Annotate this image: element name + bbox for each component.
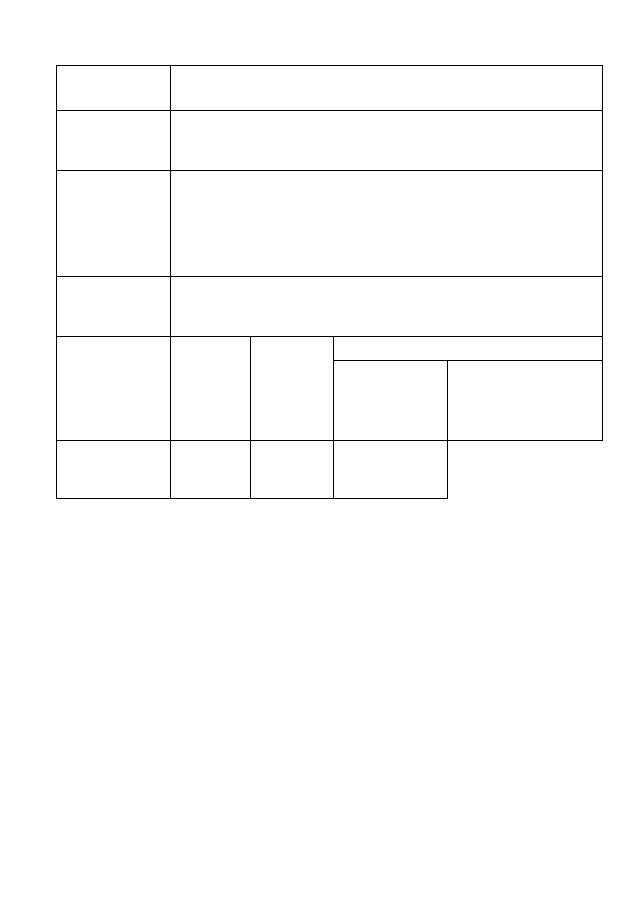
summary-grants (334, 441, 448, 499)
funding-label (57, 337, 171, 441)
stages-label (57, 277, 171, 337)
participants-value (171, 66, 603, 111)
summary-year (57, 441, 171, 499)
summary-budget (251, 441, 334, 499)
stages-value (171, 277, 603, 337)
row-participants (57, 66, 603, 111)
goal-value (171, 111, 603, 171)
col-year-header (171, 337, 251, 441)
participants-label (57, 66, 171, 111)
tasks-value (171, 171, 603, 277)
col-including-header (334, 337, 603, 361)
funding-header-row (57, 337, 603, 361)
col-grants-header (448, 361, 603, 441)
summary-total (171, 441, 251, 499)
row-goal (57, 111, 603, 171)
passport-table (56, 65, 603, 499)
row-stages (57, 277, 603, 337)
col-total-header (251, 337, 334, 441)
goal-label (57, 111, 171, 171)
col-budget-header (334, 361, 448, 441)
tasks-label (57, 171, 171, 277)
row-tasks (57, 171, 603, 277)
funding-summary-row (57, 441, 603, 499)
